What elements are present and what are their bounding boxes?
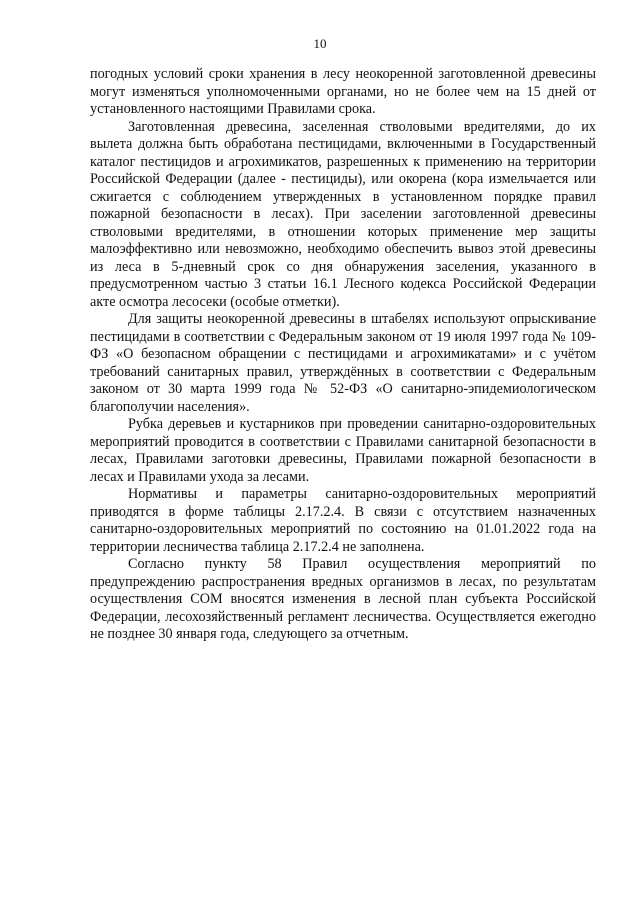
paragraph-pesticide-spraying: Для защиты неокоренной древесины в штабелях используют опрыскивание пестицидами в соответствии с Федеральным законом от 19 июля 1997 года № 109-ФЗ «О безопасном обращении с пестицидами и агрохимикатами» и с учётом требований санитарных правил, утверждённых в соответствии с Федеральным законом от 30 марта 1999 года № 52-ФЗ «О санитарно-эпидемиологическом благополучии населения». [90,311,596,415]
page-number: 10 [313,36,327,51]
paragraph-storage-terms: погодных условий сроки хранения в лесу неокоренной заготовленной древесины могут изменяться уполномоченными органами, но не более чем на 15 дней от установленного настоящими Правилами срока. [90,66,596,117]
paragraph-sanitary-felling: Рубка деревьев и кустарников при проведении санитарно-оздоровительных мероприятий проводится в соответствии с Правилами санитарной безопасности в лесах, Правилами заготовки древесины, Правилами пожарной безопасности в лесах и Правилами ухода за лесами. [90,416,596,485]
paragraph-infested-timber: Заготовленная древесина, заселенная стволовыми вредителями, до их вылета должна быть обработана пестицидами, включенными в Государственный каталог пестицидов и агрохимикатов, разрешенных к применению на территории Российской Федерации (далее - пестициды), или окорена (кора измельчается или сжигается с соблюдением утвержденных в установленном порядке правил пожарной безопасности в лесах). При заселении заготовленной древесины стволовыми вредителями, в отношении которых применение мер защиты малоэффективно или невозможно, необходимо обеспечить вывоз этой древесины из леса в 5-дневный срок со дня обнаружения заселения, указанного в предусмотренном частью 3 статьи 16.1 Лесного кодекса Российской Федерации акте осмотра лесосеки (особые отметки). [90,118,596,310]
paragraph-forest-plan-changes: Согласно пункту 58 Правил осуществления мероприятий по предупреждению распространения вредных организмов в лесах, по результатам осуществления СОМ вносятся изменения в лесной план субъекта Российской Федерации, лесохозяйственный регламент лесничества. Осуществляется ежегодно не позднее 30 января года, следующего за отчетным. [90,556,596,642]
document-body [90,66,596,644]
paragraph-norms-table: Нормативы и параметры санитарно-оздоровительных мероприятий приводятся в форме таблицы 2.17.2.4. В связи с отсутствием назначенных санитарно-оздоровительных мероприятий по состоянию на 01.01.2022 года на территории лесничества таблица 2.17.2.4 не заполнена. [90,486,596,555]
